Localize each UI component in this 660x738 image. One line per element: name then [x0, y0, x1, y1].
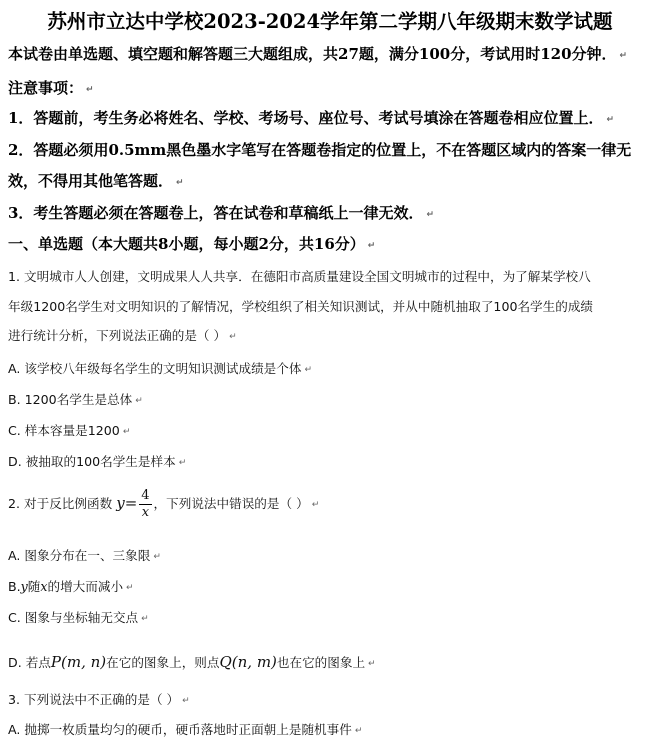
notice-heading-text: 注意事项：	[8, 79, 84, 97]
paragraph-mark-icon: ↵	[311, 500, 320, 510]
var-y: y	[116, 494, 125, 512]
paragraph-mark-icon: ↵	[126, 583, 134, 593]
option-text: A. 图象分布在一、三象限	[8, 548, 151, 563]
paragraph-mark-icon: ↵	[304, 365, 313, 375]
q1-option-c	[8, 420, 130, 439]
q2-text: 2. 对于反比例函数	[8, 496, 113, 511]
point-p: P(m, n)	[50, 653, 107, 671]
q1-option-a	[8, 358, 312, 377]
notice-text: 效，不得用其他笔答题．	[8, 172, 174, 190]
fraction-numerator: 4	[141, 488, 150, 503]
paragraph-mark-icon: ↵	[135, 396, 143, 406]
notice-text: 3．考生答题必须在答题卷上，答在试卷和草稿纸上一律无效．	[8, 204, 424, 222]
exam-intro-text: 本试卷由单选题、填空题和解答题三大题组成，共27题，满分100分，考试用时120分钟．	[8, 45, 617, 63]
paragraph-mark-icon: ↵	[176, 178, 184, 188]
q2-text: ，下列说法中错误的是（ ）	[153, 496, 309, 511]
q2-option-b	[8, 576, 134, 595]
section-heading-text: 一、单选题（本大题共8小题，每小题2分，共16分）	[8, 235, 365, 253]
q1-stem-line-3	[8, 325, 237, 344]
paragraph-mark-icon: ↵	[229, 332, 237, 342]
point-q: Q(n, m)	[219, 653, 277, 671]
option-text: A. 该学校八年级每名学生的文明知识测试成绩是个体	[8, 361, 302, 376]
notice-item-1	[8, 107, 614, 128]
paragraph-mark-icon: ↵	[367, 241, 376, 251]
paragraph-mark-icon: ↵	[178, 458, 187, 468]
option-text: 的增大而减小	[47, 579, 124, 594]
option-text: D. 被抽取的100名学生是样本	[8, 454, 176, 469]
paragraph-mark-icon: ↵	[86, 85, 94, 95]
notice-item-3	[8, 202, 434, 223]
equals-sign: =	[124, 494, 138, 512]
exam-intro	[8, 43, 627, 64]
paragraph-mark-icon: ↵	[122, 427, 131, 437]
option-text: 随	[27, 579, 41, 594]
option-text: B. 1200名学生是总体	[8, 392, 133, 407]
q1-stem-line-2	[8, 296, 593, 315]
paragraph-mark-icon: ↵	[182, 696, 190, 706]
q3-text: 3. 下列说法中不正确的是（ ）	[8, 692, 180, 707]
paragraph-mark-icon: ↵	[354, 726, 363, 736]
q1-text: 年级1200名学生对文明知识的了解情况，学校组织了相关知识测试，并从中随机抽取了100名学生的成绩	[8, 299, 594, 314]
var-x: x	[40, 579, 48, 594]
q1-text: 1. 文明城市人人创建，文明成果人人共享．在德阳市高质量建设全国文明城市的过程中，为了解某学校八	[8, 269, 591, 284]
option-text: D. 若点	[8, 655, 51, 670]
option-text: A. 抛掷一枚质量均匀的硬币，硬币落地时正面朝上是随机事件	[8, 722, 352, 737]
q2-option-c	[8, 607, 149, 626]
option-text: 也在它的图象上	[276, 655, 366, 670]
option-text: C. 图象与坐标轴无交点	[8, 610, 139, 625]
q1-option-d	[8, 451, 186, 470]
fraction-denominator: x	[141, 505, 150, 520]
option-text: 在它的图象上，则点	[106, 655, 220, 670]
fraction	[139, 488, 151, 521]
paragraph-mark-icon: ↵	[619, 51, 628, 61]
paragraph-mark-icon: ↵	[141, 614, 149, 624]
paragraph-mark-icon: ↵	[368, 659, 376, 669]
q1-text: 进行统计分析，下列说法正确的是（ ）	[8, 328, 227, 343]
option-label: B.	[8, 579, 21, 594]
q2-stem	[8, 488, 319, 521]
q1-option-b	[8, 389, 143, 408]
notice-item-2	[8, 139, 631, 160]
q2-function	[116, 494, 137, 512]
notice-text: 2．答题必须用0.5mm黑色墨水字笔写在答题卷指定的位置上，不在答题区域内的答案一律无	[8, 141, 632, 159]
notice-heading	[8, 77, 94, 98]
exam-title-text: 苏州市立达中学校2023-2024学年第二学期八年级期末数学试题	[47, 10, 613, 33]
paragraph-mark-icon: ↵	[153, 552, 161, 562]
q3-option-a	[8, 719, 362, 738]
notice-item-2-cont	[8, 170, 184, 191]
q1-stem-line-1	[8, 266, 591, 285]
paragraph-mark-icon: ↵	[426, 210, 434, 220]
exam-title	[0, 6, 660, 34]
paragraph-mark-icon: ↵	[606, 115, 614, 125]
q3-stem	[8, 689, 190, 708]
section-heading	[8, 233, 375, 254]
q2-option-a	[8, 545, 161, 564]
option-text: C. 样本容量是1200	[8, 423, 120, 438]
q2-option-d	[8, 652, 376, 671]
var-y: y	[20, 579, 28, 594]
notice-text: 1．答题前，考生务必将姓名、学校、考场号、座位号、考试号填涂在答题卷相应位置上．	[8, 109, 604, 127]
